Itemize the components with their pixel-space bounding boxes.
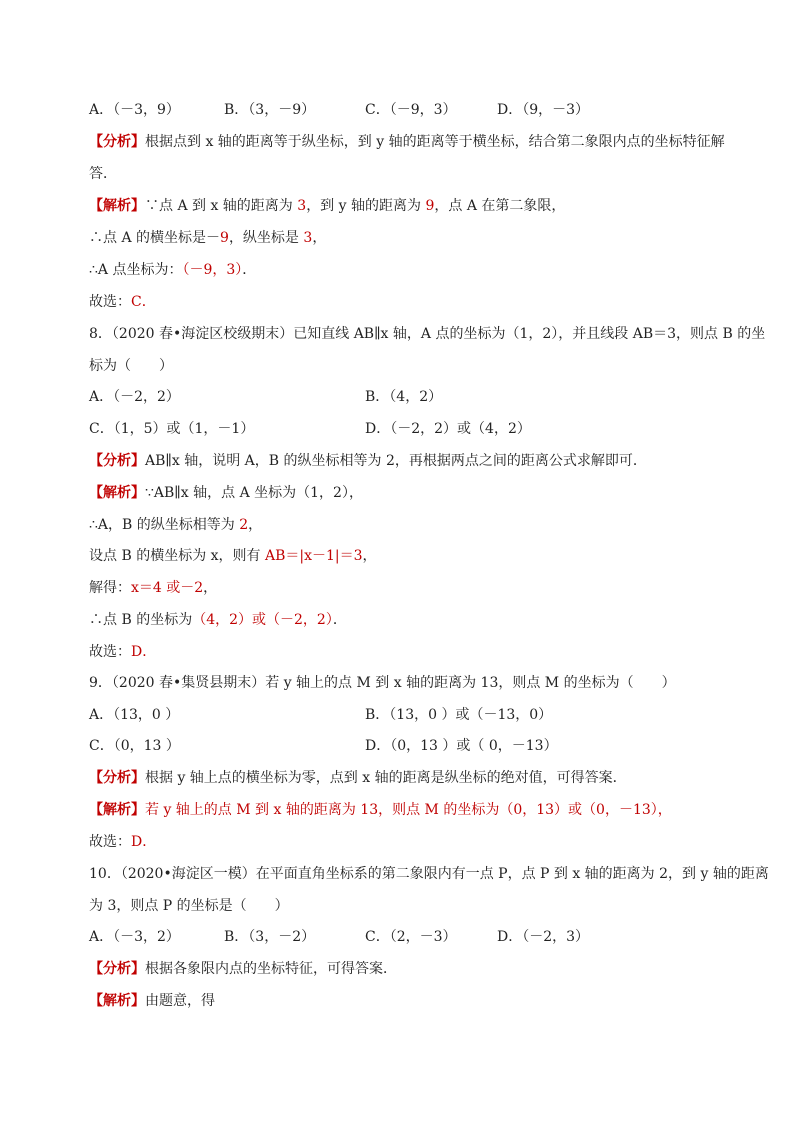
q7-analysis — [89, 132, 725, 152]
solution-tag: 【解析】 — [89, 485, 145, 501]
solution-text: ，点 A 在第二象限， — [434, 198, 566, 214]
solution-text: ， — [203, 580, 218, 596]
answer-value: C． — [131, 294, 156, 310]
answer-label: 故选： — [89, 644, 131, 660]
solution-text: ∴A 点坐标为： — [89, 262, 183, 278]
q7-option-a: A．（－3，9） — [89, 102, 180, 118]
solution-text: ∴A，B 的纵坐标相等为 — [89, 517, 240, 533]
solution-text: ∴点 A 的横坐标是－ — [89, 230, 221, 246]
solution-text: ∵点 A 到 x 轴的距离为 — [145, 198, 298, 214]
solution-value: 9 — [220, 230, 229, 246]
answer-label: 故选： — [89, 294, 131, 310]
q7-solution-line-2 — [89, 228, 326, 248]
q7-solution-line-3 — [89, 260, 256, 280]
solution-text: ，到 y 轴的距离为 — [306, 198, 426, 214]
q8-option-a: A．（－2，2） — [89, 389, 180, 405]
answer-label: 故选： — [89, 834, 131, 850]
q9-option-a: A．（13，0 ） — [89, 707, 180, 723]
analysis-text: 根据各象限内点的坐标特征，可得答案． — [145, 961, 397, 977]
q7-solution-line-1 — [89, 196, 565, 216]
q9-solution — [89, 800, 672, 820]
analysis-text: 根据点到 x 轴的距离等于纵坐标，到 y 轴的距离等于横坐标，结合第二象限内点的坐标特征解 — [145, 134, 725, 150]
analysis-tag: 【分析】 — [89, 770, 145, 786]
solution-text: 解得： — [89, 580, 131, 596]
solution-text: 若 y 轴上的点 M 到 x 轴的距离为 13，则点 M 的坐标为（0，13）或（0，－13）， — [145, 802, 672, 818]
q10-analysis — [89, 959, 397, 979]
q8-option-b: B．（4，2） — [365, 389, 443, 405]
analysis-tag: 【分析】 — [89, 453, 145, 469]
q8-solution-line-4 — [89, 578, 217, 598]
q8-answer — [89, 642, 156, 662]
q9-option-b: B．（13，0 ）或（－13，0） — [365, 707, 553, 723]
solution-text: ， — [362, 548, 377, 564]
solution-text: ． — [332, 612, 347, 628]
q8-stem-line-1: 8．（2020 春•海淀区校级期末）已知直线 AB∥x 轴，A 点的坐标为（1，2），并且线段 AB＝3，则点 B 的坐 — [89, 326, 766, 342]
solution-value: （4，2）或（－2，2） — [192, 612, 333, 628]
analysis-tag: 【分析】 — [89, 134, 145, 150]
solution-text: 设点 B 的横坐标为 x，则有 — [89, 548, 265, 564]
q9-stem-line-1: 9．（2020 春•集贤县期末）若 y 轴上的点 M 到 x 轴的距离为 13，则点 M 的坐标为（ ） — [89, 675, 676, 691]
q9-analysis — [89, 768, 627, 788]
solution-value: 3 — [303, 230, 313, 246]
analysis-tag: 【分析】 — [89, 961, 145, 977]
solution-text: ∴点 B 的坐标为 — [89, 612, 193, 628]
q7-option-b: B．（3，－9） — [224, 102, 316, 118]
solution-value: 2 — [239, 517, 249, 533]
solution-text: ． — [242, 262, 257, 278]
q8-option-c: C．（1，5）或（1，－1） — [89, 421, 255, 437]
solution-value: （－9，3） — [182, 262, 243, 278]
q9-option-d: D．（0，13 ）或（ 0，－13） — [365, 738, 558, 754]
q10-stem-line-1: 10．（2020•海淀区一模）在平面直角坐标系的第二象限内有一点 P，点 P 到 x 轴的距离为 2，到 y 轴的距离 — [89, 866, 769, 882]
q9-answer — [89, 832, 156, 852]
solution-text: ， — [248, 517, 263, 533]
q8-analysis — [89, 451, 647, 471]
solution-tag: 【解析】 — [89, 993, 145, 1009]
q8-solution-line-1 — [89, 483, 363, 503]
analysis-text: 根据 y 轴上点的横坐标为零，点到 x 轴的距离是纵坐标的绝对值，可得答案． — [145, 770, 627, 786]
q9-option-c: C．（0，13 ） — [89, 738, 180, 754]
answer-value: D． — [131, 834, 157, 850]
q10-solution — [89, 991, 215, 1011]
solution-value: AB＝|x－1|＝3 — [264, 548, 363, 564]
q10-option-a: A．（－3，2） — [89, 929, 180, 945]
q10-option-b: B．（3，－2） — [224, 929, 316, 945]
q8-option-d: D．（－2，2）或（4，2） — [365, 421, 531, 437]
solution-value: 3 — [297, 198, 307, 214]
answer-value: D． — [131, 644, 157, 660]
q10-stem-line-2: 为 3，则点 P 的坐标是（ ） — [89, 898, 289, 914]
solution-value: 9 — [425, 198, 435, 214]
solution-text: 由题意，得 — [145, 993, 215, 1009]
q8-solution-line-3 — [89, 546, 377, 566]
q8-solution-line-2 — [89, 515, 262, 535]
solution-tag: 【解析】 — [89, 198, 145, 214]
q8-stem-line-2: 标为（ ） — [89, 358, 173, 374]
solution-text: ，纵坐标是 — [228, 230, 304, 246]
analysis-text: AB∥x 轴，说明 A，B 的纵坐标相等为 2，再根据两点之间的距离公式求解即可． — [145, 453, 647, 469]
q10-option-d: D．（－2，3） — [497, 929, 590, 945]
solution-text: ∵AB∥x 轴，点 A 坐标为（1，2）， — [145, 485, 363, 501]
solution-tag: 【解析】 — [89, 802, 145, 818]
q8-solution-line-5 — [89, 610, 347, 630]
solution-value: x＝4 或－2 — [131, 580, 204, 596]
q7-option-d: D．（9，－3） — [497, 102, 590, 118]
q7-analysis-cont: 答． — [89, 166, 117, 182]
q7-option-c: C．（－9，3） — [365, 102, 457, 118]
q7-answer — [89, 292, 156, 312]
q10-option-c: C．（2，－3） — [365, 929, 457, 945]
solution-text: ， — [312, 230, 327, 246]
